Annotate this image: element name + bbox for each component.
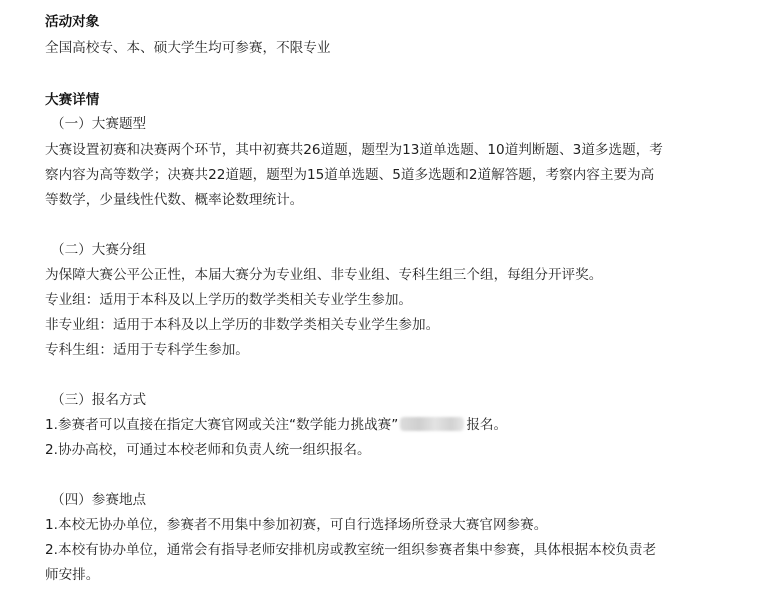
location-line-1: 1.本校无协办单位，参赛者不用集中参加初赛，可自行选择场所登录大赛官网参赛。 <box>45 517 548 533</box>
registration-line-1 <box>45 415 507 435</box>
subheading-location: （四）参赛地点 <box>51 492 147 508</box>
subheading-registration: （三）报名方式 <box>51 392 147 408</box>
types-line-1: 大赛设置初赛和决赛两个环节，其中初赛共26道题，题型为13道单选题、10道判断题、3道多选题，考 <box>45 142 663 158</box>
registration-line-1-start: 1.参赛者可以直接在指定大赛官网或关注“数学能力挑战赛” <box>45 417 399 433</box>
registration-line-1-end: 报名。 <box>466 417 508 433</box>
groups-line-2: 专业组：适用于本科及以上学历的数学类相关专业学生参加。 <box>45 292 413 308</box>
subheading-groups: （二）大赛分组 <box>51 242 147 258</box>
groups-line-1: 为保障大赛公平公正性，本届大赛分为专业组、非专业组、专科生组三个组，每组分开评奖。 <box>45 267 603 283</box>
groups-line-3: 非专业组：适用于本科及以上学历的非数学类相关专业学生参加。 <box>45 317 440 333</box>
location-line-3: 师安排。 <box>45 567 100 583</box>
subheading-types: （一）大赛题型 <box>51 116 147 132</box>
groups-line-4: 专科生组：适用于专科学生参加。 <box>45 342 249 358</box>
redacted-blur <box>400 417 464 431</box>
location-line-2: 2.本校有协办单位，通常会有指导老师安排机房或教室统一组织参赛者集中参赛，具体根据本校负责老 <box>45 542 657 558</box>
types-line-2: 察内容为高等数学；决赛共22道题，题型为15道单选题、5道多选题和2道解答题，考察内容主要为高 <box>45 167 655 183</box>
section-heading-target: 活动对象 <box>45 14 100 30</box>
section-heading-details: 大赛详情 <box>45 92 100 108</box>
target-text: 全国高校专、本、硕大学生均可参赛，不限专业 <box>45 40 331 56</box>
types-line-3: 等数学，少量线性代数、概率论数理统计。 <box>45 192 304 208</box>
registration-line-2: 2.协办高校，可通过本校老师和负责人统一组织报名。 <box>45 442 371 458</box>
